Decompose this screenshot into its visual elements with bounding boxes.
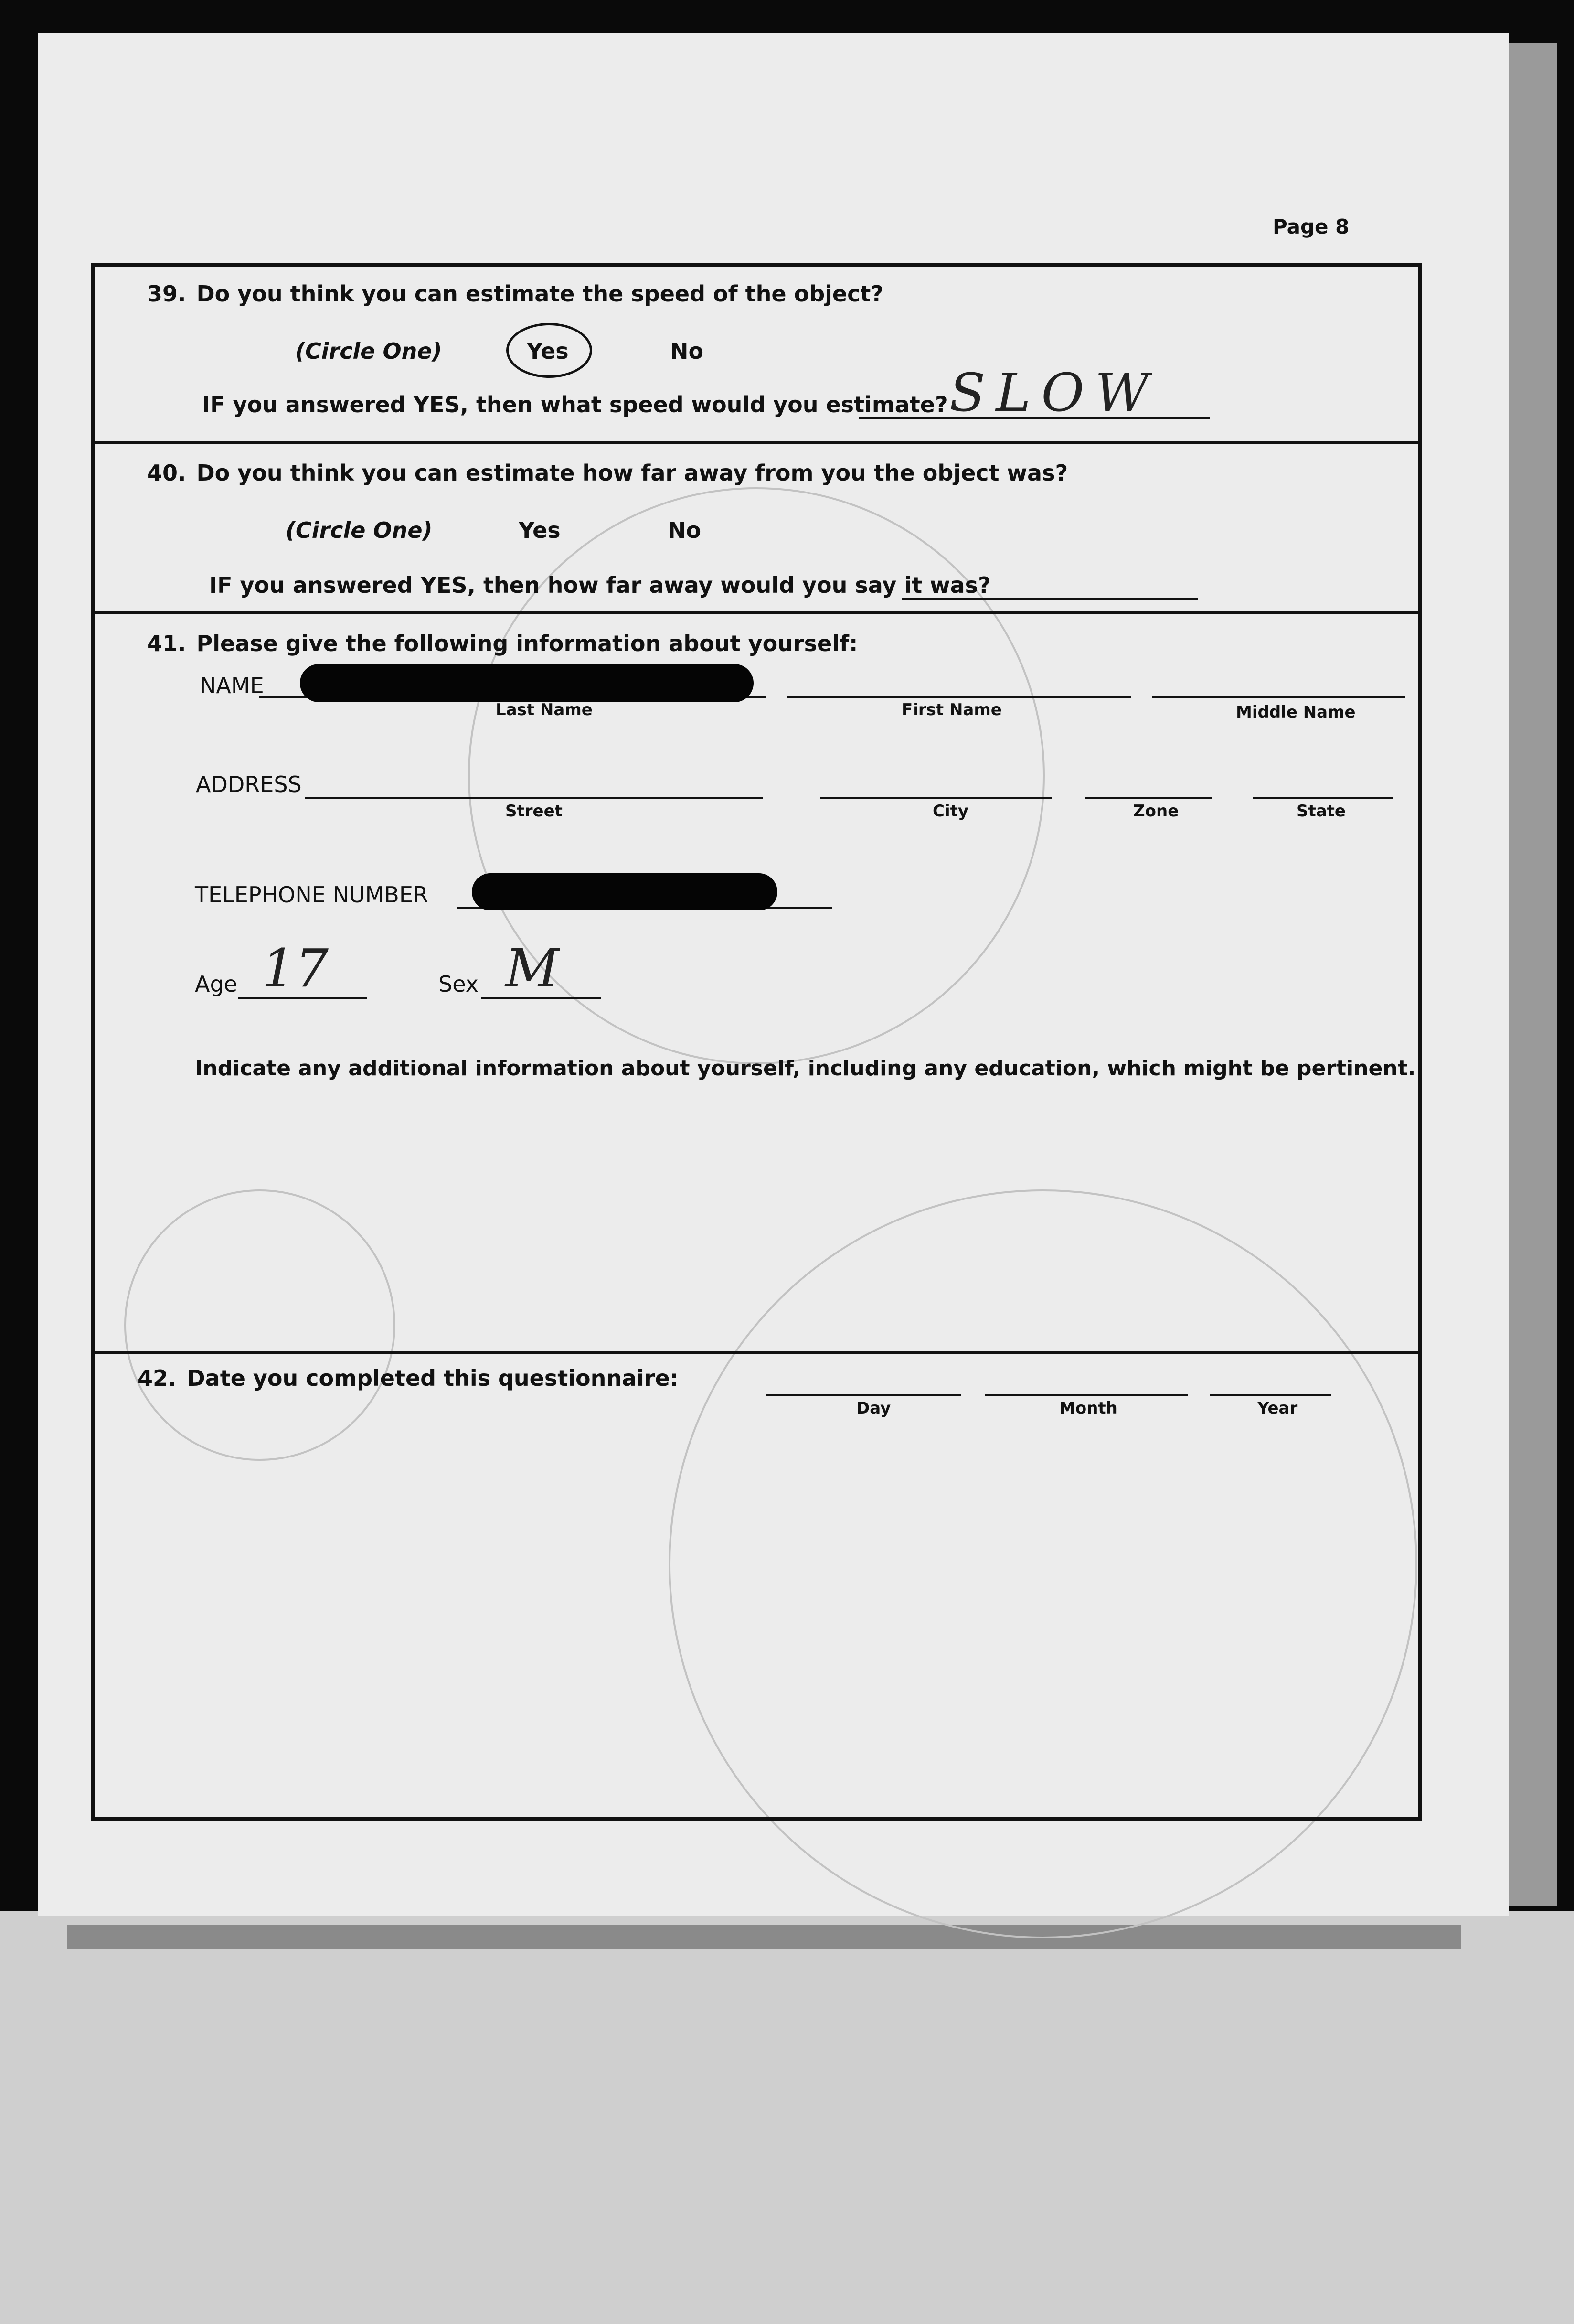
redacted-name: [300, 664, 754, 702]
page-number: Page 8: [1273, 215, 1350, 238]
question-42: [138, 1365, 679, 1391]
q40-circle-one: (Circle One): [286, 517, 433, 543]
middle-name-line[interactable]: [1152, 696, 1405, 698]
question-39-number: 39.: [147, 281, 186, 307]
state-caption: State: [1297, 802, 1346, 821]
state-line[interactable]: [1253, 797, 1393, 799]
sheet-edge: [67, 1925, 1461, 1949]
city-line[interactable]: [820, 797, 1052, 799]
address-label: ADDRESS: [196, 771, 302, 797]
day-line[interactable]: [766, 1394, 961, 1396]
month-caption: Month: [1059, 1399, 1117, 1418]
q40-no-option[interactable]: No: [668, 517, 702, 543]
separator-41-42: [95, 1351, 1418, 1354]
q39-yes-option[interactable]: Yes: [527, 338, 569, 364]
last-name-caption: Last Name: [496, 700, 593, 719]
redacted-telephone: [472, 873, 777, 910]
q40-distance-answer-line: [902, 598, 1198, 600]
separator-40-41: [95, 611, 1418, 614]
street-caption: Street: [505, 802, 563, 821]
question-40: [147, 460, 1068, 486]
question-41-number: 41.: [147, 631, 186, 656]
first-name-caption: First Name: [902, 700, 1002, 719]
middle-name-caption: Middle Name: [1236, 703, 1356, 722]
q39-yes-circle-mark: [506, 323, 592, 378]
city-caption: City: [933, 802, 969, 821]
q39-no-option[interactable]: No: [670, 338, 704, 364]
question-40-number: 40.: [147, 460, 186, 486]
year-caption: Year: [1257, 1399, 1298, 1418]
name-label: NAME: [200, 673, 264, 698]
month-line[interactable]: [985, 1394, 1188, 1396]
q39-circle-one: (Circle One): [295, 338, 442, 364]
question-39-text: Do you think you can estimate the speed of the object?: [196, 281, 884, 307]
additional-info-prompt: Indicate any additional information about yourself, including any education, which might be pertinent.: [195, 1056, 1416, 1081]
separator-39-40: [95, 441, 1418, 444]
zone-line[interactable]: [1085, 797, 1212, 799]
day-caption: Day: [856, 1399, 891, 1418]
sex-label: Sex: [438, 971, 479, 997]
question-39: [147, 281, 883, 307]
street-line[interactable]: [305, 797, 763, 799]
q40-yes-option[interactable]: Yes: [519, 517, 561, 543]
question-41-text: Please give the following information about yourself:: [196, 631, 858, 656]
lower-sheet: [0, 1911, 1574, 2324]
year-line[interactable]: [1210, 1394, 1331, 1396]
page-shadow: [1504, 43, 1557, 1906]
question-40-text: Do you think you can estimate how far away from you the object was?: [196, 460, 1068, 486]
telephone-label: TELEPHONE NUMBER: [195, 882, 428, 908]
question-42-text: Date you completed this questionnaire:: [187, 1365, 679, 1391]
age-value[interactable]: 17: [262, 938, 329, 999]
first-name-line[interactable]: [787, 696, 1131, 698]
question-42-number: 42.: [138, 1365, 177, 1391]
q39-followup: IF you answered YES, then what speed would you estimate?: [202, 392, 948, 418]
sex-value[interactable]: M: [505, 938, 559, 999]
zone-caption: Zone: [1133, 802, 1179, 821]
questionnaire-form: [91, 263, 1422, 1821]
q39-speed-answer[interactable]: SLOW: [949, 362, 1159, 423]
age-label: Age: [195, 971, 237, 997]
q40-followup: IF you answered YES, then how far away would you say it was?: [209, 572, 991, 598]
question-41: [147, 631, 858, 656]
